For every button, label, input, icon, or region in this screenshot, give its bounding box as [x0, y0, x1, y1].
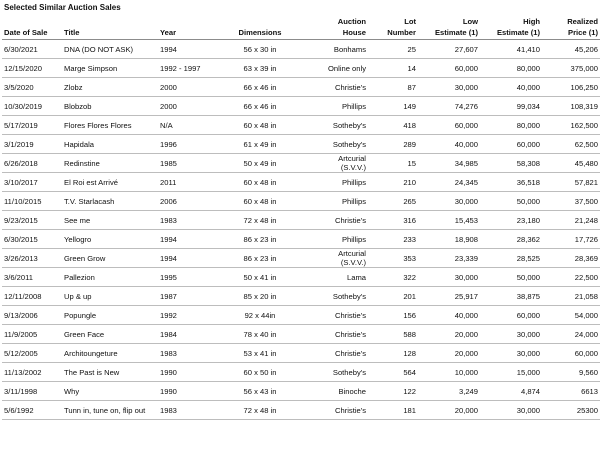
- cell-price: 22,500: [542, 268, 600, 287]
- table-row: [2, 363, 600, 382]
- cell-title: El Roi est Arrivé: [56, 173, 158, 192]
- table-row: [2, 344, 600, 363]
- cell-title: Architoungeture: [56, 344, 158, 363]
- cell-high: 40,000: [480, 78, 542, 97]
- cell-low: 10,000: [418, 363, 480, 382]
- cell-house: Christie's: [310, 325, 368, 344]
- cell-date: 3/26/2013: [2, 249, 56, 268]
- cell-title: Zlobz: [56, 78, 158, 97]
- cell-high: 58,308: [480, 154, 542, 173]
- cell-price: 17,726: [542, 230, 600, 249]
- cell-low: 25,917: [418, 287, 480, 306]
- cell-high: 60,000: [480, 135, 542, 154]
- cell-price: 28,369: [542, 249, 600, 268]
- cell-year: 1987: [158, 287, 210, 306]
- page-title: Selected Similar Auction Sales: [4, 3, 121, 12]
- cell-price: 45,480: [542, 154, 600, 173]
- table-row: [2, 401, 600, 420]
- cell-dimensions: 50 x 49 in: [210, 154, 310, 173]
- cell-title: Pallezion: [56, 268, 158, 287]
- cell-year: 1994: [158, 230, 210, 249]
- cell-lot: 25: [368, 40, 418, 59]
- cell-high: 30,000: [480, 344, 542, 363]
- cell-year: 1983: [158, 401, 210, 420]
- cell-low: 27,607: [418, 40, 480, 59]
- cell-title: Popungle: [56, 306, 158, 325]
- cell-title: See me: [56, 211, 158, 230]
- cell-dimensions: 60 x 50 in: [210, 363, 310, 382]
- table-row: [2, 230, 600, 249]
- cell-lot: 418: [368, 116, 418, 135]
- cell-title: Why: [56, 382, 158, 401]
- cell-high: 41,410: [480, 40, 542, 59]
- cell-low: 23,339: [418, 249, 480, 268]
- cell-dimensions: 72 x 48 in: [210, 211, 310, 230]
- cell-house: Phillips: [310, 97, 368, 116]
- cell-date: 5/6/1992: [2, 401, 56, 420]
- cell-year: 1996: [158, 135, 210, 154]
- cell-date: 12/11/2008: [2, 287, 56, 306]
- cell-house: Christie's: [310, 344, 368, 363]
- cell-title: Green Face: [56, 325, 158, 344]
- cell-low: 74,276: [418, 97, 480, 116]
- cell-high: 99,034: [480, 97, 542, 116]
- cell-high: 80,000: [480, 59, 542, 78]
- cell-high: 60,000: [480, 306, 542, 325]
- cell-title: Green Grow: [56, 249, 158, 268]
- cell-low: 40,000: [418, 135, 480, 154]
- cell-year: 2006: [158, 192, 210, 211]
- cell-lot: 87: [368, 78, 418, 97]
- table-row: [2, 59, 600, 78]
- cell-price: 6613: [542, 382, 600, 401]
- cell-title: Yellogro: [56, 230, 158, 249]
- cell-house: Sotheby's: [310, 287, 368, 306]
- table-row: [2, 306, 600, 325]
- cell-low: 20,000: [418, 401, 480, 420]
- table-header-row: [2, 16, 600, 40]
- cell-house: Bonhams: [310, 40, 368, 59]
- cell-title: Hapidala: [56, 135, 158, 154]
- cell-price: 25300: [542, 401, 600, 420]
- cell-house: Online only: [310, 59, 368, 78]
- cell-lot: 201: [368, 287, 418, 306]
- cell-price: 62,500: [542, 135, 600, 154]
- table-row: [2, 40, 600, 59]
- cell-low: 24,345: [418, 173, 480, 192]
- header-realized-price: [542, 16, 600, 40]
- cell-house: Binoche: [310, 382, 368, 401]
- cell-high: 30,000: [480, 401, 542, 420]
- header-low-line1: Low: [462, 17, 478, 26]
- cell-title: T.V. Starlacash: [56, 192, 158, 211]
- table-row: [2, 78, 600, 97]
- cell-year: 2000: [158, 97, 210, 116]
- table-row: [2, 97, 600, 116]
- table-row: [2, 135, 600, 154]
- cell-house: Phillips: [310, 230, 368, 249]
- cell-price: 60,000: [542, 344, 600, 363]
- cell-dimensions: 86 x 23 in: [210, 230, 310, 249]
- cell-dimensions: 61 x 49 in: [210, 135, 310, 154]
- cell-date: 6/30/2015: [2, 230, 56, 249]
- cell-price: 37,500: [542, 192, 600, 211]
- cell-lot: 265: [368, 192, 418, 211]
- cell-high: 38,875: [480, 287, 542, 306]
- cell-dimensions: 53 x 41 in: [210, 344, 310, 363]
- header-lot-line1: Lot: [404, 17, 416, 26]
- cell-year: 1992: [158, 306, 210, 325]
- cell-price: 24,000: [542, 325, 600, 344]
- cell-dimensions: 86 x 23 in: [210, 249, 310, 268]
- cell-date: 9/13/2006: [2, 306, 56, 325]
- header-auction-house-line2: House: [342, 28, 366, 37]
- cell-price: 108,319: [542, 97, 600, 116]
- cell-lot: 128: [368, 344, 418, 363]
- cell-low: 15,453: [418, 211, 480, 230]
- cell-low: 60,000: [418, 59, 480, 78]
- cell-house: Sotheby's: [310, 363, 368, 382]
- cell-high: 28,525: [480, 249, 542, 268]
- cell-high: 30,000: [480, 325, 542, 344]
- table-row: [2, 192, 600, 211]
- cell-price: 54,000: [542, 306, 600, 325]
- cell-date: 11/10/2015: [2, 192, 56, 211]
- cell-high: 4,874: [480, 382, 542, 401]
- cell-title: Redinstine: [56, 154, 158, 173]
- table-row: [2, 325, 600, 344]
- table-row: [2, 116, 600, 135]
- cell-date: 12/15/2020: [2, 59, 56, 78]
- cell-year: 1995: [158, 268, 210, 287]
- header-low-estimate: [418, 16, 480, 40]
- cell-lot: 14: [368, 59, 418, 78]
- cell-date: 3/11/1998: [2, 382, 56, 401]
- cell-price: 45,206: [542, 40, 600, 59]
- cell-dimensions: 85 x 20 in: [210, 287, 310, 306]
- cell-date: 11/9/2005: [2, 325, 56, 344]
- cell-high: 28,362: [480, 230, 542, 249]
- cell-title: DNA (DO NOT ASK): [56, 40, 158, 59]
- cell-year: 1992 - 1997: [158, 59, 210, 78]
- cell-lot: 564: [368, 363, 418, 382]
- header-high-line2: Estimate (1): [496, 28, 540, 37]
- cell-low: 18,908: [418, 230, 480, 249]
- cell-high: 36,518: [480, 173, 542, 192]
- cell-date: 6/30/2021: [2, 40, 56, 59]
- cell-price: 21,058: [542, 287, 600, 306]
- cell-price: 106,250: [542, 78, 600, 97]
- cell-dimensions: 78 x 40 in: [210, 325, 310, 344]
- header-auction-house-line1: Auction: [337, 17, 366, 26]
- table-row: [2, 287, 600, 306]
- cell-house: Phillips: [310, 173, 368, 192]
- cell-title: Marge Simpson: [56, 59, 158, 78]
- cell-low: 3,249: [418, 382, 480, 401]
- header-high-line1: High: [523, 17, 540, 26]
- cell-house: Sotheby's: [310, 135, 368, 154]
- cell-date: 11/13/2002: [2, 363, 56, 382]
- header-low-line2: Estimate (1): [434, 28, 478, 37]
- header-dimensions: Dimensions: [210, 16, 310, 40]
- cell-year: 2000: [158, 78, 210, 97]
- cell-year: 1983: [158, 211, 210, 230]
- cell-dimensions: 56 x 43 in: [210, 382, 310, 401]
- cell-low: 20,000: [418, 344, 480, 363]
- cell-dimensions: 50 x 41 in: [210, 268, 310, 287]
- cell-lot: 233: [368, 230, 418, 249]
- cell-lot: 289: [368, 135, 418, 154]
- cell-low: 34,985: [418, 154, 480, 173]
- cell-dimensions: 66 x 46 in: [210, 97, 310, 116]
- cell-low: 60,000: [418, 116, 480, 135]
- cell-price: 57,821: [542, 173, 600, 192]
- cell-dimensions: 66 x 46 in: [210, 78, 310, 97]
- cell-year: 1984: [158, 325, 210, 344]
- cell-low: 30,000: [418, 78, 480, 97]
- cell-high: 50,000: [480, 192, 542, 211]
- cell-dimensions: 60 x 48 in: [210, 173, 310, 192]
- cell-high: 50,000: [480, 268, 542, 287]
- cell-lot: 181: [368, 401, 418, 420]
- cell-title: The Past is New: [56, 363, 158, 382]
- cell-dimensions: 63 x 39 in: [210, 59, 310, 78]
- cell-lot: 322: [368, 268, 418, 287]
- cell-date: 3/10/2017: [2, 173, 56, 192]
- cell-low: 40,000: [418, 306, 480, 325]
- header-auction-house: [310, 16, 368, 40]
- cell-title: Tunn in, tune on, flip out: [56, 401, 158, 420]
- cell-dimensions: 72 x 48 in: [210, 401, 310, 420]
- cell-date: 9/23/2015: [2, 211, 56, 230]
- cell-year: 2011: [158, 173, 210, 192]
- cell-dimensions: 92 x 44in: [210, 306, 310, 325]
- cell-price: 9,560: [542, 363, 600, 382]
- cell-title: Flores Flores Flores: [56, 116, 158, 135]
- cell-house: Lama: [310, 268, 368, 287]
- cell-house: Sotheby's: [310, 116, 368, 135]
- header-date: Date of Sale: [2, 16, 56, 40]
- table-row: [2, 249, 600, 268]
- header-high-estimate: [480, 16, 542, 40]
- cell-date: 5/17/2019: [2, 116, 56, 135]
- cell-high: 15,000: [480, 363, 542, 382]
- table-row: [2, 211, 600, 230]
- cell-price: 162,500: [542, 116, 600, 135]
- cell-house: Christie's: [310, 401, 368, 420]
- table-row: [2, 154, 600, 173]
- cell-year: 1994: [158, 249, 210, 268]
- cell-title: Blobzob: [56, 97, 158, 116]
- table-row: [2, 268, 600, 287]
- cell-lot: 316: [368, 211, 418, 230]
- cell-date: 5/12/2005: [2, 344, 56, 363]
- cell-dimensions: 60 x 48 in: [210, 192, 310, 211]
- cell-price: 375,000: [542, 59, 600, 78]
- header-title: Title: [56, 16, 158, 40]
- header-lot-line2: Number: [387, 28, 416, 37]
- table-row: [2, 382, 600, 401]
- cell-title: Up & up: [56, 287, 158, 306]
- table-body: [2, 40, 600, 420]
- cell-year: 1990: [158, 363, 210, 382]
- cell-dimensions: 56 x 30 in: [210, 40, 310, 59]
- cell-lot: 156: [368, 306, 418, 325]
- cell-lot: 149: [368, 97, 418, 116]
- cell-lot: 122: [368, 382, 418, 401]
- cell-year: 1990: [158, 382, 210, 401]
- cell-lot: 353: [368, 249, 418, 268]
- header-lot-number: [368, 16, 418, 40]
- header-price-line2: Price (1): [568, 28, 598, 37]
- cell-dimensions: 60 x 48 in: [210, 116, 310, 135]
- cell-house: Artcurial (S.V.V.): [310, 154, 368, 173]
- cell-date: 6/26/2018: [2, 154, 56, 173]
- table-row: [2, 173, 600, 192]
- cell-house: Christie's: [310, 78, 368, 97]
- cell-price: 21,248: [542, 211, 600, 230]
- cell-date: 3/1/2019: [2, 135, 56, 154]
- cell-house: Christie's: [310, 211, 368, 230]
- cell-lot: 15: [368, 154, 418, 173]
- cell-lot: 588: [368, 325, 418, 344]
- header-year: Year: [158, 16, 210, 40]
- cell-lot: 210: [368, 173, 418, 192]
- cell-year: 1985: [158, 154, 210, 173]
- cell-low: 30,000: [418, 268, 480, 287]
- cell-low: 30,000: [418, 192, 480, 211]
- cell-house: Christie's: [310, 306, 368, 325]
- cell-house: Phillips: [310, 192, 368, 211]
- cell-year: 1983: [158, 344, 210, 363]
- cell-date: 3/6/2011: [2, 268, 56, 287]
- auction-sales-table: [2, 16, 600, 420]
- cell-date: 3/5/2020: [2, 78, 56, 97]
- cell-date: 10/30/2019: [2, 97, 56, 116]
- cell-year: N/A: [158, 116, 210, 135]
- cell-high: 80,000: [480, 116, 542, 135]
- cell-house: Artcurial (S.V.V.): [310, 249, 368, 268]
- cell-year: 1994: [158, 40, 210, 59]
- cell-low: 20,000: [418, 325, 480, 344]
- cell-high: 23,180: [480, 211, 542, 230]
- header-price-line1: Realized: [567, 17, 598, 26]
